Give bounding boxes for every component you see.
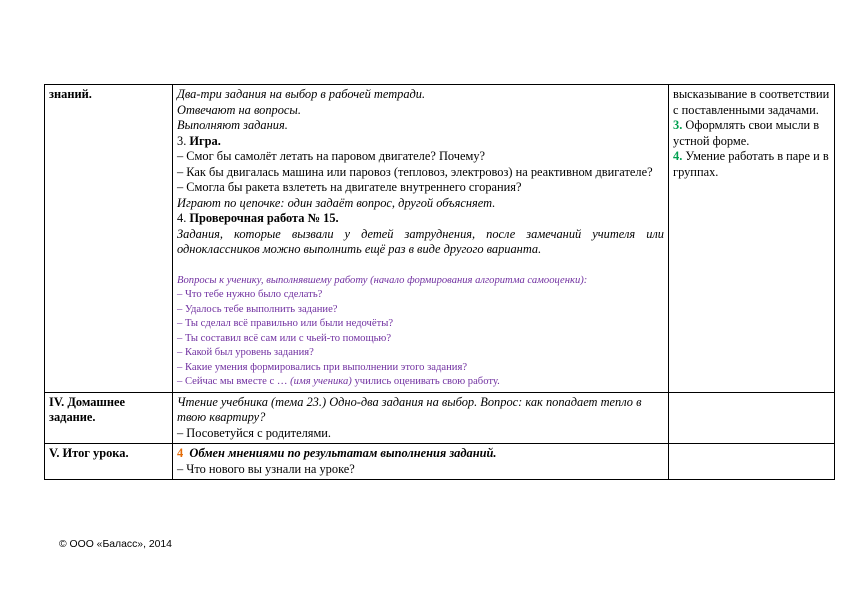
- game-number: 3.: [177, 133, 187, 148]
- content-cell: [173, 444, 669, 480]
- game-question: – Смог бы самолёт летать на паровом двигателе? Почему?: [177, 149, 486, 163]
- check-number: 4.: [177, 211, 187, 225]
- game-instruction: Играют по цепочке: один задаёт вопрос, другой объясняет.: [177, 195, 496, 210]
- self-q7-name: (имя ученика): [290, 376, 352, 387]
- self-q7-prefix: – Сейчас мы вместе с …: [177, 376, 291, 387]
- table-row: [45, 444, 835, 480]
- self-assessment-title: Вопросы к ученику, выполнявшему работу (начало формирования алгоритма самооценки):: [177, 274, 588, 286]
- self-assessment-block: [177, 274, 664, 390]
- self-assessment-question: – Какой был уровень задания?: [177, 347, 314, 358]
- copyright-footer: © ООО «Баласс», 2014: [59, 539, 172, 550]
- result-item: [673, 118, 830, 149]
- stage-cell: [45, 85, 173, 393]
- result-item: [673, 149, 830, 180]
- results-cell: [669, 392, 835, 444]
- check-description: Задания, которые вызвали у детей затруднения, после замечаний учителя или одноклассников можно выполнить ещё раз в виде другого варианта.: [177, 226, 664, 256]
- summary-number: 4: [177, 446, 184, 460]
- game-title: Игра.: [189, 133, 221, 148]
- content-line: Отвечают на вопросы.: [177, 102, 301, 117]
- content-line: Два-три задания на выбор в рабочей тетради.: [177, 87, 426, 101]
- stage-cell: [45, 444, 173, 480]
- content-line: – Посоветуйся с родителями.: [177, 425, 332, 440]
- self-assessment-question: [177, 375, 664, 390]
- self-assessment-question: – Ты составил всё сам или с чьей-то помощью?: [177, 332, 392, 344]
- self-assessment-question: – Удалось тебе выполнить задание?: [177, 303, 338, 315]
- content-cell: [173, 85, 669, 393]
- check-heading: [177, 211, 664, 227]
- results-cell: [669, 444, 835, 480]
- game-heading: [177, 134, 664, 150]
- summary-title: Обмен мнениями по результатам выполнения заданий.: [189, 446, 497, 460]
- result-text: Оформлять свои мысли в устной форме.: [673, 118, 820, 148]
- table-row: [45, 392, 835, 444]
- game-question: – Смогла бы ракета взлететь на двигателе внутреннего сгорания?: [177, 180, 522, 194]
- stage-label: знаний.: [49, 87, 92, 101]
- summary-heading: [177, 446, 664, 462]
- self-assessment-question: – Какие умения формировались при выполнении этого задания?: [177, 361, 468, 373]
- game-question: – Как бы двигалась машина или паровоз (тепловоз, электровоз) на реактивном двигателе?: [177, 164, 653, 179]
- stage-cell: [45, 392, 173, 444]
- self-q7-suffix: учились оценивать свою работу.: [351, 376, 500, 387]
- results-cell: [669, 85, 835, 393]
- content-line: Выполняют задания.: [177, 118, 288, 132]
- content-line: Чтение учебника (тема 23.) Одно-два задания на выбор. Вопрос: как попадает тепло в твою квартиру?: [177, 394, 642, 424]
- lesson-plan-table: [44, 84, 835, 480]
- content-cell: [173, 392, 669, 444]
- result-number: 4.: [673, 149, 683, 163]
- content-line: – Что нового вы узнали на уроке?: [177, 461, 355, 476]
- result-number: 3.: [673, 118, 683, 132]
- self-assessment-question: – Ты сделал всё правильно или были недочёты?: [177, 318, 394, 329]
- self-assessment-question: – Что тебе нужно было сделать?: [177, 289, 323, 300]
- result-text: высказывание в соответствии с поставленными задачами.: [673, 87, 830, 117]
- check-title: Проверочная работа № 15.: [189, 211, 339, 225]
- stage-label: IV. Домашнее задание.: [49, 394, 126, 424]
- table-row: [45, 85, 835, 393]
- result-text: Умение работать в паре и в группах.: [673, 149, 829, 179]
- stage-label: V. Итог урока.: [49, 446, 129, 460]
